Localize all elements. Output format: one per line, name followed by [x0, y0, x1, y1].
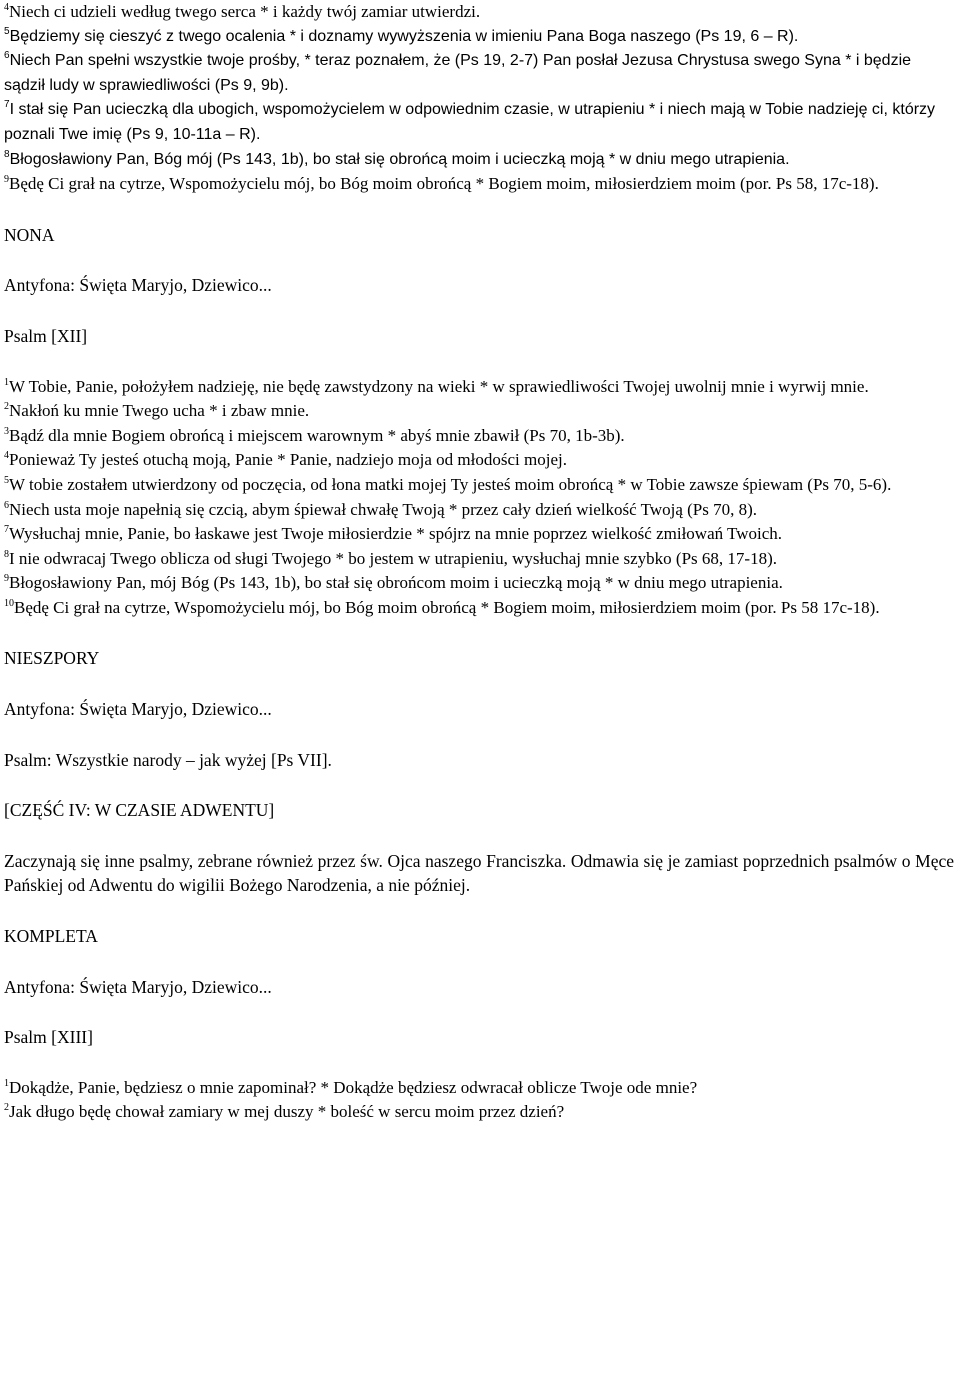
- verse-1: $^1$W Tobie, Panie, położyłem nadzieję, nie będę zawstydzony na wieki * w sprawiedliwości Twojej uwolnij mnie i wyrwij mnie.: [4, 376, 869, 396]
- verse-5: $^5$Będziemy się cieszyć z twego ocalenia * i doznamy wywyższenia w imieniu Pana Boga naszego (Ps 19, 6 – R).: [4, 25, 799, 45]
- psalm-continuation: [4, 0, 954, 197]
- section-heading-nona: NONA: [4, 224, 55, 245]
- verse-10: $^{10}$Będę Ci grał na cytrze, Wspomożycielu mój, bo Bóg moim obrońcą * Bogiem moim, miłosierdziem moim (por. Ps 58 17c-18).: [4, 597, 880, 617]
- verse-9: $^9$Błogosławiony Pan, mój Bóg (Ps 143, 1b), bo stał się obrońcom moim i ucieczką moją * w dniu mego utrapienia.: [4, 573, 783, 593]
- antiphon-nona: Antyfona: Święta Maryjo, Dziewico...: [4, 275, 272, 296]
- verse-9: $^9$Będę Ci grał na cytrze, Wspomożycielu mój, bo Bóg moim obrońcą * Bogiem moim, miłosierdziem moim (por. Ps 58, 17c-18).: [4, 174, 879, 194]
- verse-6: $^6$Niech Pan spełni wszystkie twoje prośby, * teraz poznałem, że (Ps 19, 2-7) Pan posłał Jezusa Chrystusa swego Syna * i będzie sądził ludy w sprawiedliwości (Ps 9, 9b).: [4, 50, 912, 94]
- verse-1: $^1$Dokądże, Panie, będziesz o mnie zapominał? * Dokądże będziesz odwracał oblicze Twoje ode mnie?: [4, 1077, 698, 1097]
- verse-8: $^8$Błogosławiony Pan, Bóg mój (Ps 143, 1b), bo stał się obrońcą moim i ucieczką moją * w dniu mego utrapienia.: [4, 148, 790, 168]
- psalm-title-nona: Psalm [XII]: [4, 325, 88, 346]
- psalm-xii-verses: [4, 375, 954, 621]
- antiphon-kompleta: Antyfona: Święta Maryjo, Dziewico...: [4, 976, 272, 997]
- psalm-xiii-verses: [4, 1076, 954, 1125]
- part4-paragraph: Zaczynają się inne psalmy, zebrane również przez św. Ojca naszego Franciszka. Odmawia się je zamiast poprzednich psalmów o Męce Pańskiej od Adwentu do wigilii Bożego Narodzenia, a nie później.: [4, 850, 954, 896]
- verse-4: $^4$Niech ci udzieli według twego serca * i każdy twój zamiar utwierdzi.: [4, 2, 481, 21]
- verse-8: $^8$I nie odwracaj Twego oblicza od sługi Twojego * bo jestem w utrapieniu, wysłuchaj mnie szybko (Ps 68, 17-18).: [4, 548, 777, 568]
- section-heading-nieszpory: NIESZPORY: [4, 648, 100, 669]
- section-heading-part4: [CZĘŚĆ IV: W CZASIE ADWENTU]: [4, 800, 275, 821]
- psalm-title-kompleta: Psalm [XIII]: [4, 1027, 93, 1048]
- section-heading-kompleta: KOMPLETA: [4, 926, 98, 947]
- verse-3: $^3$Bądź dla mnie Bogiem obrońcą i miejscem warownym * abyś mnie zbawił (Ps 70, 1b-3b).: [4, 425, 625, 445]
- verse-7: $^7$Wysłuchaj mnie, Panie, bo łaskawe jest Twoje miłosierdzie * spójrz na mnie poprzez wielkość zmiłowań Twoich.: [4, 524, 783, 544]
- verse-2: $^2$Nakłoń ku mnie Twego ucha * i zbaw mnie.: [4, 401, 310, 421]
- verse-5: $^5$W tobie zostałem utwierdzony od poczęcia, od łona matki mojej Ty jesteś moim obrońcą * w Tobie zawsze śpiewam (Ps 70, 5-6).: [4, 474, 892, 494]
- verse-6: $^6$Niech usta moje napełnią się czcią, abym śpiewał chwałę Twoją * przez cały dzień wielkość Twoją (Ps 70, 8).: [4, 499, 758, 519]
- verse-2: $^2$Jak długo będę chował zamiary w mej duszy * boleść w sercu moim przez dzień?: [4, 1102, 565, 1122]
- antiphon-nieszpory: Antyfona: Święta Maryjo, Dziewico...: [4, 699, 272, 720]
- verse-4: $^4$Ponieważ Ty jesteś otuchą moją, Panie * Panie, nadziejo moja od młodości mojej.: [4, 450, 567, 470]
- psalm-title-nieszpory: Psalm: Wszystkie narody – jak wyżej [Ps VII].: [4, 749, 332, 770]
- verse-7: $^7$I stał się Pan ucieczką dla ubogich, wspomożycielem w odpowiednim czasie, w utrapieniu * i niech mają w Tobie nadzieję ci, którzy poznali Twe imię (Ps 9, 10-11a – R).: [4, 99, 936, 143]
